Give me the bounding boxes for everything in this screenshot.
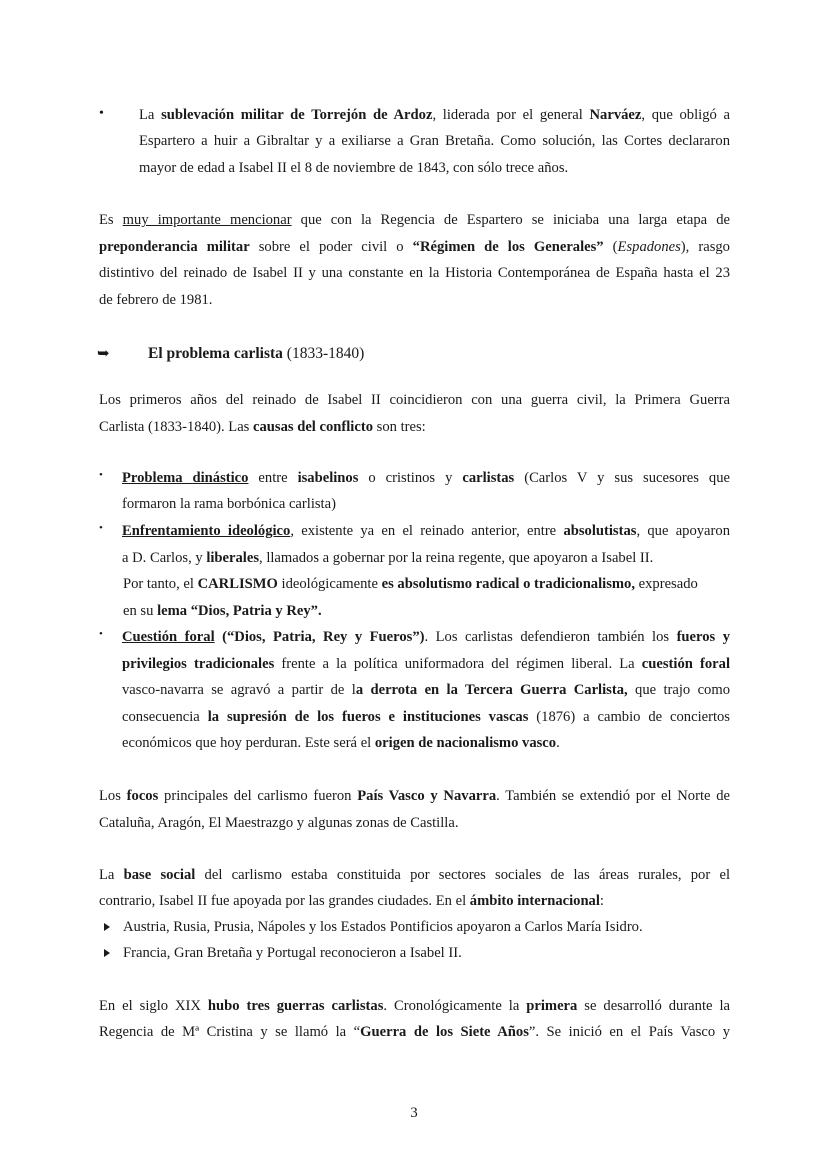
p4-line2: contrario, Isabel II fue apoyada por las grandes ciudades. En el ámbito internacional: xyxy=(99,893,604,909)
p1-line4: de febrero de 1981. xyxy=(99,292,213,308)
bullet1-line1: La sublevación militar de Torrejón de Ardoz, liderada por el general Narváez, que obligó a xyxy=(139,107,730,123)
p2-line2: Carlista (1833-1840). Las causas del conflicto son tres: xyxy=(99,419,426,435)
cause3-line3: vasco-navarra se agravó a partir de la derrota en la Tercera Guerra Carlista, que trajo como xyxy=(122,682,730,698)
p1-line2: preponderancia militar sobre el poder civil o “Régimen de los Generales” (Espadones), rasgo xyxy=(99,239,730,255)
bullet-dot: • xyxy=(99,522,103,534)
p5-line2: Regencia de Mª Cristina y se llamó la “Guerra de los Siete Años”. Se inició en el País Vasco y xyxy=(99,1024,730,1040)
cause1-line2: formaron la rama borbónica carlista) xyxy=(122,496,336,512)
intl-item-1: Austria, Rusia, Prusia, Nápoles y los Estados Pontificios apoyaron a Carlos María Isidro. xyxy=(123,919,643,935)
bullet-dot: • xyxy=(99,106,104,121)
p2-line1: Los primeros años del reinado de Isabel II coincidieron con una guerra civil, la Primera Guerra xyxy=(99,392,730,408)
cause2-line3: Por tanto, el CARLISMO ideológicamente es absolutismo radical o tradicionalismo, expresado xyxy=(123,576,698,592)
cause2-line2: a D. Carlos, y liberales, llamados a gobernar por la reina regente, que apoyaron a Isabel II. xyxy=(122,550,654,566)
cause2-line4: en su lema “Dios, Patria y Rey”. xyxy=(123,603,322,619)
bullet-dot: • xyxy=(99,469,103,481)
cause3-line4: consecuencia la supresión de los fueros e instituciones vascas (1876) a cambio de conciertos xyxy=(122,709,730,725)
cause3-line5: económicos que hoy perduran. Este será el origen de nacionalismo vasco. xyxy=(122,735,560,751)
cause3-line1: Cuestión foral (“Dios, Patria, Rey y Fueros”). Los carlistas defendieron también los fueros y xyxy=(122,629,730,645)
section-heading: El problema carlista (1833-1840) xyxy=(148,345,365,362)
p4-line1: La base social del carlismo estaba constituida por sectores sociales de las áreas rurales, por el xyxy=(99,867,730,883)
bullet1-line2: Espartero a huir a Gibraltar y a exiliarse a Gran Bretaña. Como solución, las Cortes declararon xyxy=(139,133,730,149)
p5-line1: En el siglo XIX hubo tres guerras carlistas. Cronológicamente la primera se desarrolló durante la xyxy=(99,998,730,1014)
bullet1-line3: mayor de edad a Isabel II el 8 de noviembre de 1843, con sólo trece años. xyxy=(139,160,569,176)
p3-line2: Cataluña, Aragón, El Maestrazgo y algunas zonas de Castilla. xyxy=(99,815,459,831)
p3-line1: Los focos principales del carlismo fueron País Vasco y Navarra. También se extendió por el Norte de xyxy=(99,788,731,804)
page-number: 3 xyxy=(410,1105,418,1121)
cause1-line1: Problema dinástico entre isabelinos o cristinos y carlistas (Carlos V y sus sucesores que xyxy=(122,470,730,486)
intl-item-2: Francia, Gran Bretaña y Portugal reconocieron a Isabel II. xyxy=(123,945,462,961)
p1-line3: distintivo del reinado de Isabel II y una constante en la Historia Contemporánea de España hasta el 23 xyxy=(99,265,730,281)
p1-line1: Es muy importante mencionar que con la Regencia de Espartero se iniciaba una larga etapa de xyxy=(99,212,730,228)
bullet-dot: • xyxy=(99,628,103,640)
triangle-bullet-icon xyxy=(104,949,110,957)
triangle-bullet-icon xyxy=(104,923,110,931)
arrow-icon: ➥ xyxy=(97,346,110,362)
cause2-line1: Enfrentamiento ideológico, existente ya en el reinado anterior, entre absolutistas, que apoyaron xyxy=(122,523,730,539)
cause3-line2: privilegios tradicionales frente a la política uniformadora del régimen liberal. La cuestión foral xyxy=(122,656,730,672)
